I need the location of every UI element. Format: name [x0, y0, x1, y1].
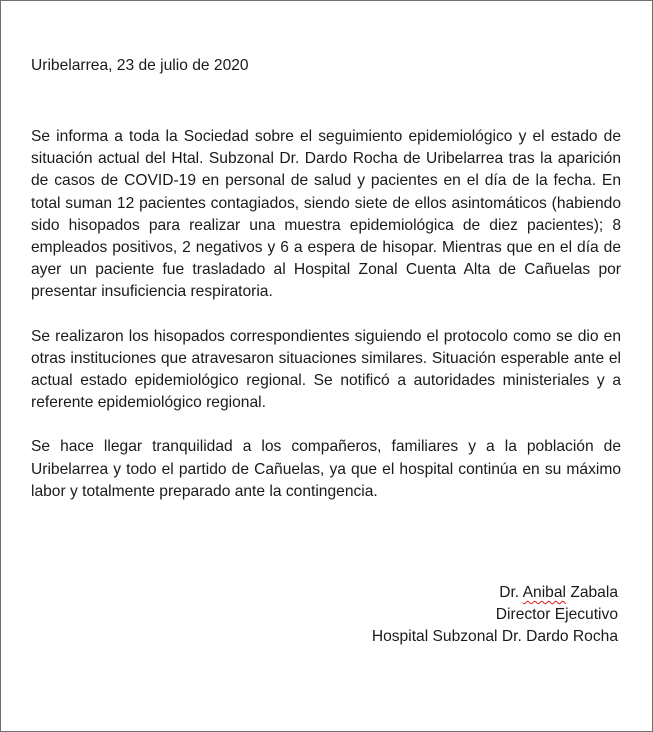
signatory-first-name: Anibal	[522, 584, 566, 601]
date-line: Uribelarrea, 23 de julio de 2020	[31, 57, 249, 74]
signatory-institution: Hospital Subzonal Dr. Dardo Rocha	[371, 628, 618, 646]
paragraph-actions: Se realizaron los hisopados correspondientes siguiendo el protocolo como se dio en otras instituciones que atravesaron situaciones similares. Situación esperable ante el actual estado epidemiológico regional. Se notificó a autoridades ministeriales y a referente epidemiológico regional.	[31, 327, 621, 412]
signature-block	[372, 582, 618, 649]
signatory-last-name: Zabala	[565, 584, 618, 601]
letter-body	[31, 126, 621, 525]
signatory-role: Director Ejecutivo	[495, 606, 618, 624]
signatory-title: Dr.	[499, 584, 523, 601]
paragraph-situation: Se informa a toda la Sociedad sobre el seguimiento epidemiológico y el estado de situación actual del Htal. Subzonal Dr. Dardo Rocha de Uribelarrea tras la aparición de casos de COVID-19 en personal de salud y pacientes en el día de la fecha. En total suman 12 pacientes contagiados, siendo siete de ellos asintomáticos (habiendo sido hisopados para realizar una muestra epidemiológica de diez pacientes); 8 empleados positivos, 2 negativos y 6 a espera de hisopar. Mientras que en el día de ayer un paciente fue trasladado al Hospital Zonal Cuenta Alta de Cañuelas por presentar insuficiencia respiratoria.	[31, 128, 621, 301]
paragraph-reassurance: Se hace llegar tranquilidad a los compañeros, familiares y a la población de Uribelarrea y todo el partido de Cañuelas, ya que el hospital continúa en su máximo labor y totalmente preparado ante la contingencia.	[31, 438, 621, 500]
signatory-name	[372, 582, 618, 604]
